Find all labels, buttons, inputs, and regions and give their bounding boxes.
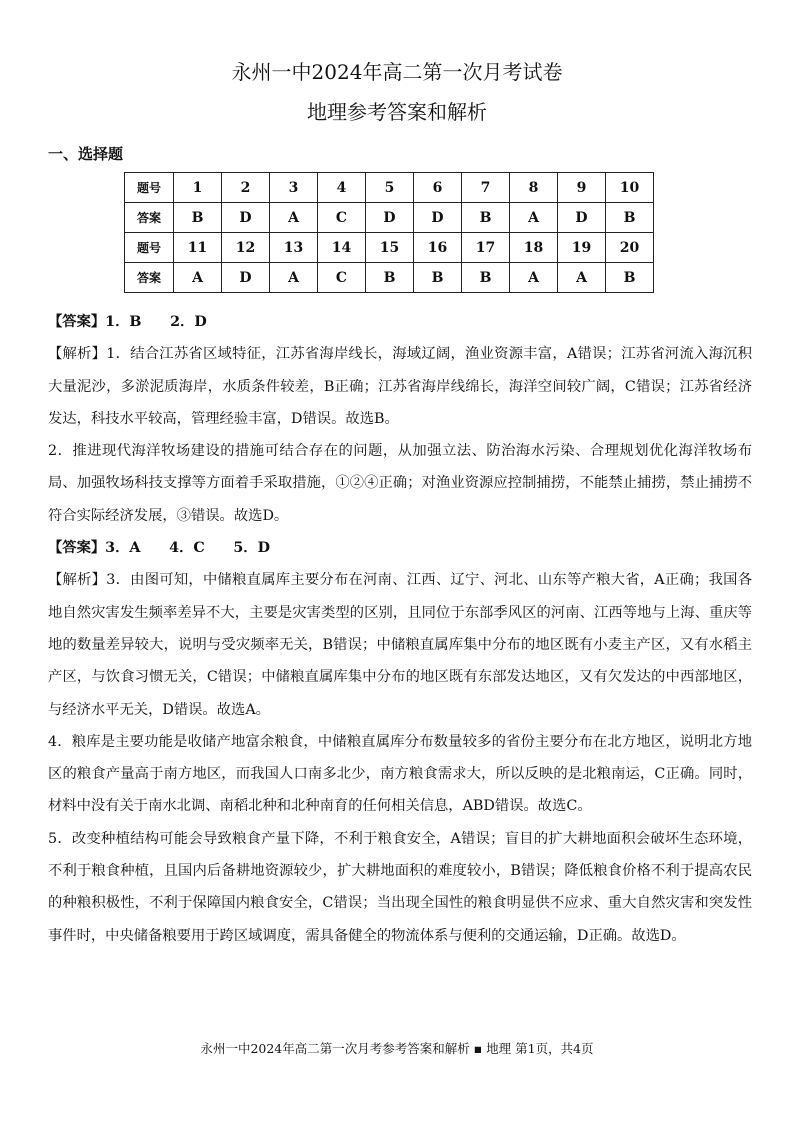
answer-line-3-5: 【答案】3．A 4．C 5．D (48, 540, 270, 557)
explanation-q4: 4．粮库是主要功能是收储产地富余粮食，中储粮直属库分布数量较多的省份主要分布在北方地区，说明北方地区的粮食产量高于南方地区，而我国人口南多北少，南方粮食需求大，所以反映的是北粮南运，C正确。同时，材料中没有关于南水北调、南稻北种和北种南育的任何相关信息，ABD错误。故选C。 (48, 733, 752, 815)
table-cell: A (270, 263, 318, 293)
explanation-q3: 【解析】3．由图可知，中储粮直属库主要分布在河南、江西、辽宁、河北、山东等产粮大省，A正确；我国各地自然灾害发生频率差异不大，主要是灾害类型的区别，且同位于东部季风区的河南、江西等地与上海、重庆等地的数量差异较大，说明与受灾频率无关，B错误；中储粮直属库集中分布的地区既有小麦主产区，又有水稻主产区，与饮食习惯无关，C错误；中储粮直属库集中分布的地区既有东部发达地区，又有欠发达的中西部地区，与经济水平无关，D错误。故选A。 (48, 572, 752, 718)
table-row (125, 203, 654, 233)
table-cell: A (174, 263, 222, 293)
table-cell: D (222, 203, 270, 233)
table-cell: 1 (174, 173, 222, 203)
document-subtitle: 地理参考答案和解析 (307, 100, 487, 124)
table-cell: 20 (606, 233, 654, 263)
row-header-cell: 答案 (125, 203, 174, 233)
table-cell: 13 (270, 233, 318, 263)
table-cell: 7 (462, 173, 510, 203)
table-cell: B (606, 203, 654, 233)
section-heading: 一、选择题 (48, 145, 124, 163)
table-cell: B (414, 263, 462, 293)
table-row (125, 233, 654, 263)
table-cell: 18 (510, 233, 558, 263)
row-header-cell: 答案 (125, 263, 174, 293)
table-cell: 8 (510, 173, 558, 203)
table-cell: 5 (366, 173, 414, 203)
table-cell: B (462, 263, 510, 293)
table-cell: 14 (318, 233, 366, 263)
table-cell: B (366, 263, 414, 293)
table-cell: 17 (462, 233, 510, 263)
explanation-body (48, 306, 752, 952)
table-cell: A (510, 203, 558, 233)
page-footer: 永州一中2024年高二第一次月考参考答案和解析 ▪ 地理 第1页，共4页 (200, 1041, 594, 1056)
table-cell: C (318, 263, 366, 293)
table-cell: B (462, 203, 510, 233)
document-title: 永州一中2024年高二第一次月考试卷 (231, 60, 563, 84)
row-header-cell: 题号 (125, 173, 174, 203)
table-cell: 11 (174, 233, 222, 263)
row-header-cell: 题号 (125, 233, 174, 263)
table-cell: B (174, 203, 222, 233)
table-cell: 15 (366, 233, 414, 263)
table-cell: C (318, 203, 366, 233)
table-cell: A (270, 203, 318, 233)
explanation-q1: 【解析】1．结合江苏省区域特征，江苏省海岸线长，海域辽阔，渔业资源丰富，A错误；江苏省河流入海沉积大量泥沙，多淤泥质海岸，水质条件较差，B正确；江苏省海岸线绵长，海洋空间较广阔，C错误；江苏省经济发达，科技水平较高，管理经验丰富，D错误。故选B。 (48, 346, 752, 427)
table-cell: D (558, 203, 606, 233)
table-cell: 9 (558, 173, 606, 203)
table-cell: B (606, 263, 654, 293)
table-cell: 6 (414, 173, 462, 203)
answer-line-1-2: 【答案】1．B 2．D (48, 314, 207, 330)
table-cell: A (558, 263, 606, 293)
answer-key-table (124, 172, 654, 293)
table-row (125, 263, 654, 293)
table-cell: 16 (414, 233, 462, 263)
table-cell: D (366, 203, 414, 233)
explanation-q5: 5．改变种植结构可能会导致粮食产量下降，不利于粮食安全，A错误；盲目的扩大耕地面积会破坏生态环境，不利于粮食种植，且国内后备耕地资源较少，扩大耕地面积的难度较小，B错误；降低粮食价格不利于提高农民的种粮积极性，不利于保障国内粮食安全，C错误；当出现全国性的粮食明显供不应求、重大自然灾害和突发性事件时，中央储备粮要用于跨区域调度，需具备健全的物流体系与便利的交通运输，D正确。故选D。 (48, 830, 752, 944)
table-cell: 2 (222, 173, 270, 203)
table-cell: 10 (606, 173, 654, 203)
table-cell: 12 (222, 233, 270, 263)
table-cell: 4 (318, 173, 366, 203)
table-cell: 19 (558, 233, 606, 263)
table-cell: D (414, 203, 462, 233)
explanation-q2: 2．推进现代海洋牧场建设的措施可结合存在的问题，从加强立法、防治海水污染、合理规划优化海洋牧场布局、加强牧场科技支撑等方面着手采取措施，①②④正确；对渔业资源应控制捕捞，不能禁止捕捞，禁止捕捞不符合实际经济发展，③错误。故选D。 (48, 443, 752, 524)
table-cell: D (222, 263, 270, 293)
table-row (125, 173, 654, 203)
table-cell: A (510, 263, 558, 293)
table-cell: 3 (270, 173, 318, 203)
